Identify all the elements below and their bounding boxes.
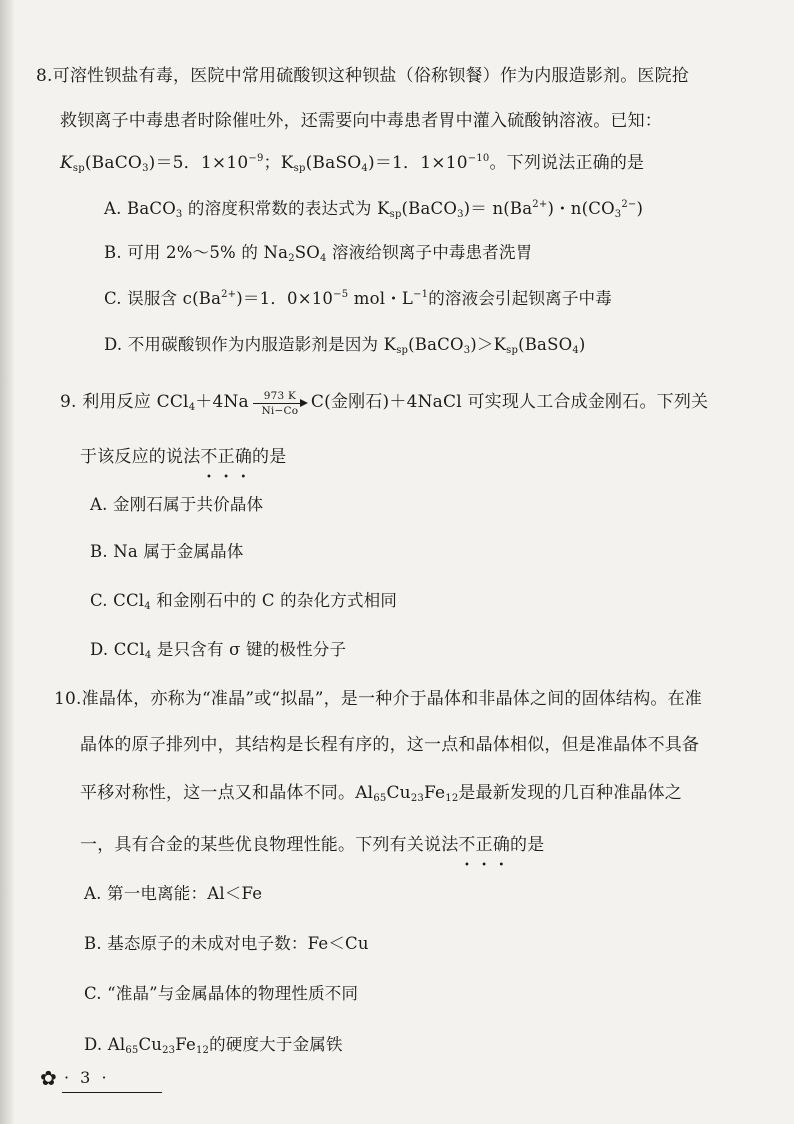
page-number: · 3 · xyxy=(64,1068,110,1087)
q8-line-2: 救钡离子中毒患者时除催吐外，还需要向中毒患者胃中灌入硫酸钠溶液。已知： xyxy=(60,111,662,131)
q9-option-a: A. 金刚石属于共价晶体 xyxy=(90,495,264,514)
q10-option-c: C. “准晶”与金属晶体的物理性质不同 xyxy=(84,984,359,1003)
q9-line-1: 9. 利用反应 CCl$_4$＋4Na $\frac{973 K}{Ni-Co}$ C(金刚石)＋4NaCl 可实现人工合成金刚石。下列关 xyxy=(60,389,709,417)
q10-line-4: 一，具有合金的某些优良物理性能。下列有关说法不正确的是 xyxy=(80,835,545,855)
scan-edge-shadow xyxy=(0,0,14,1124)
q10-line-1: 10.准晶体，亦称为“准晶”或“拟晶”，是一种介于晶体和非晶体之间的固体结构。在准 xyxy=(54,689,703,709)
q8-number: 8. xyxy=(36,66,53,86)
q8-option-b: B. 可用 2%～5% 的 $Na_2SO_4$ 溶液给钡离子中毒患者洗胃 xyxy=(104,243,533,264)
arrow-condition-catalyst: Ni−Co xyxy=(261,404,299,417)
q8-line-3: $K_{sp}(BaCO_3)=5$．$1\times 10^{-9}$；$K_{sp}(BaSO_4)=1$．$1\times 10^{-10}$。下列说法正确的是 xyxy=(60,153,645,174)
q8-option-c: C. 误服含 $c(Ba^{2+})=1$．$0\times 10^{-5}$ mol・$L^{-1}$的溶液会引起钡离子中毒 xyxy=(104,289,612,308)
q10-line-2: 晶体的原子排列中，其结构是长程有序的，这一点和晶体相似，但是准晶体不具备 xyxy=(80,735,700,755)
q8-option-d: D. 不用碳酸钡作为内服造影剂是因为 $K_{sp}(BaCO_3)>K_{sp}(BaSO_4)$ xyxy=(104,335,586,356)
footer-underline xyxy=(62,1092,162,1093)
reaction-arrow xyxy=(251,391,309,415)
q9-number: 9. xyxy=(60,392,77,412)
emphasis-dot-char: 不 xyxy=(458,835,476,855)
q8-line-1: 8.可溶性钡盐有毒，医院中常用硫酸钡这种钡盐（俗称钡餐）作为内服造影剂。医院抢 xyxy=(36,66,690,86)
emphasis-dot-char: 确 xyxy=(234,447,253,467)
emphasis-dot-char: 正 xyxy=(217,447,235,467)
page-footer xyxy=(40,1064,170,1094)
q10-option-a: A. 第一电离能：Al＜Fe xyxy=(84,884,263,903)
arrow-condition-temperature: 973 K xyxy=(263,389,297,402)
q9-option-c: C. CCl$_4$ 和金刚石中的 C 的杂化方式相同 xyxy=(90,591,398,612)
emphasis-dot-char: 正 xyxy=(475,835,493,855)
q9-option-b: B. Na 属于金属晶体 xyxy=(90,542,244,561)
q10-option-b: B. 基态原子的未成对电子数：Fe＜Cu xyxy=(84,934,369,953)
emphasis-dot-char: 确 xyxy=(492,835,511,855)
q9-option-d: D. CCl$_4$ 是只含有 σ 键的极性分子 xyxy=(90,640,347,661)
emphasis-dot-char: 不 xyxy=(200,447,218,467)
q8-option-a: A. BaCO$_3$ 的溶度积常数的表达式为 $K_{sp}(BaCO_3)= n(Ba^{2+})$・$n(CO_3^{2-})$ xyxy=(104,199,644,220)
q10-option-d: D. $Al_{65}Cu_{23}Fe_{12}$的硬度大于金属铁 xyxy=(84,1035,343,1056)
q10-line-3: 平移对称性，这一点又和晶体不同。$Al_{65}Cu_{23}Fe_{12}$是最新发现的几百种准晶体之 xyxy=(80,783,682,804)
q10-number: 10. xyxy=(54,689,82,709)
flower-logo-icon: ✿ xyxy=(40,1066,57,1090)
q9-line-2: 于该反应的说法不正确的是 xyxy=(80,447,287,467)
